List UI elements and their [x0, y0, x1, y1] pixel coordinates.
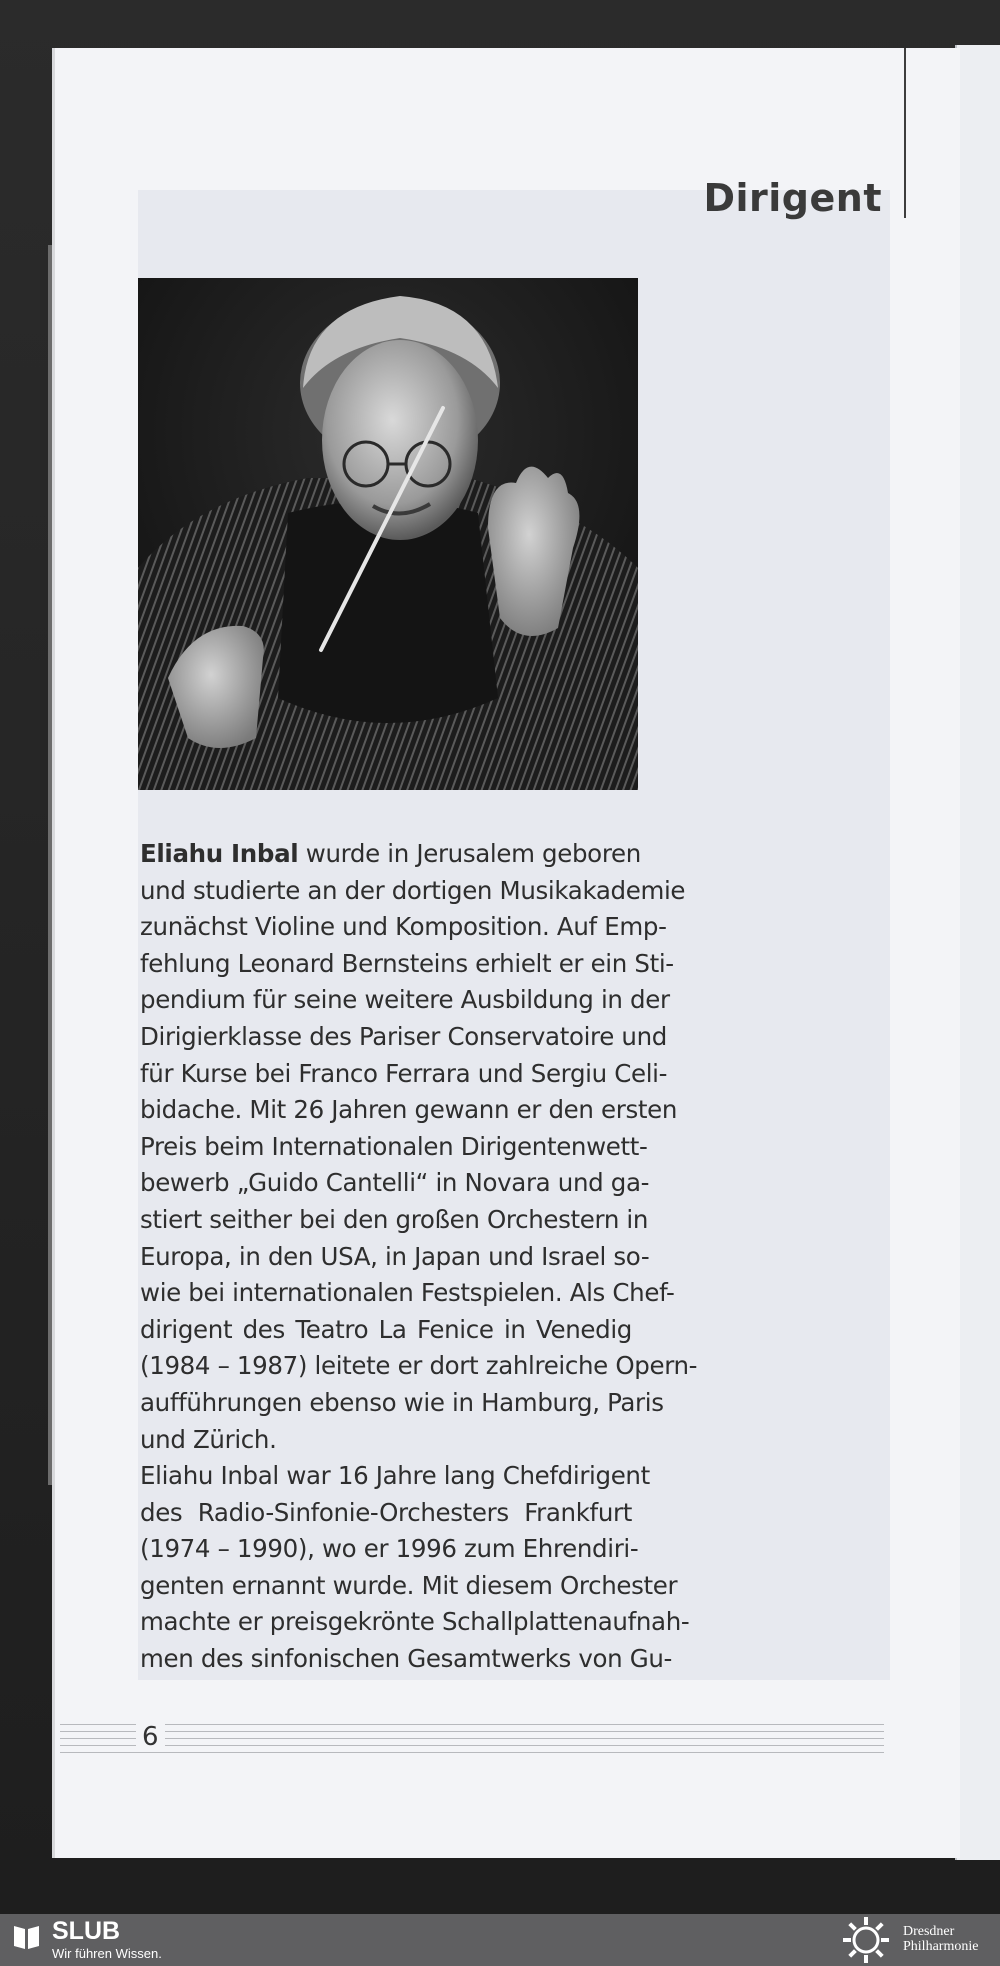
- bio-line: [140, 1604, 690, 1641]
- bio-line: [140, 1019, 667, 1056]
- partner-name-line2[interactable]: Philharmonie: [903, 1939, 979, 1954]
- slub-name[interactable]: SLUB: [52, 1917, 121, 1945]
- bio-line-text: (1984 – 1987) leitete er dort zahlreiche Opern-: [140, 1351, 698, 1381]
- bio-line: [140, 909, 667, 946]
- bio-line-text: men des sinfonischen Gesamtwerks von Gu-: [140, 1644, 673, 1674]
- slub-logo-icon: [12, 1922, 42, 1952]
- bio-line: [140, 1239, 650, 1276]
- bio-line: [140, 1165, 650, 1202]
- bio-line-text: fehlung Leonard Bernsteins erhielt er ein Sti-: [140, 948, 674, 978]
- bio-line-text: bidache. Mit 26 Jahren gewann er den ersten: [140, 1095, 678, 1125]
- bio-line-text: Preis beim Internationalen Dirigentenwett-: [140, 1131, 648, 1161]
- bio-line: [140, 1568, 678, 1605]
- slub-tagline: Wir führen Wissen.: [52, 1946, 162, 1961]
- page-heading: Dirigent: [703, 176, 882, 220]
- bio-line: [140, 1312, 632, 1349]
- bio-line: [140, 1458, 650, 1495]
- bio-line-text: und Zürich.: [140, 1424, 277, 1454]
- bio-line: [140, 1641, 673, 1678]
- bio-line-text: pendium für seine weitere Ausbildung in der: [140, 985, 670, 1015]
- dresdner-philharmonie-logo-icon: [840, 1916, 892, 1964]
- bio-line-text: stiert seither bei den großen Orchestern in: [140, 1204, 649, 1234]
- bio-line: [140, 836, 641, 873]
- bio-line-text: Eliahu Inbal war 16 Jahre lang Chefdirigent: [140, 1461, 650, 1491]
- conductor-photo: [138, 278, 638, 790]
- bio-line-text: genten ernannt wurde. Mit diesem Orchester: [140, 1570, 678, 1600]
- partner-name-line1[interactable]: Dresdner: [903, 1924, 955, 1939]
- adjacent-page-edge: [955, 45, 1000, 1860]
- bio-line-text: dirigent des Teatro La Fenice in Venedig: [140, 1314, 632, 1344]
- page-fold-line: [904, 48, 906, 218]
- bio-line-text: zunächst Violine und Komposition. Auf Emp-: [140, 912, 667, 942]
- bio-line: [140, 1348, 698, 1385]
- biography-text: [140, 836, 698, 1678]
- page-number: 6: [136, 1722, 165, 1752]
- bio-line-text: (1974 – 1990), wo er 1996 zum Ehrendiri-: [140, 1534, 639, 1564]
- bio-line: [140, 1202, 649, 1239]
- bio-line: [140, 982, 670, 1019]
- bio-line-text: aufführungen ebenso wie in Hamburg, Paris: [140, 1387, 664, 1417]
- bio-line: [140, 1495, 632, 1532]
- staff-lines: [60, 1724, 884, 1759]
- bio-line: [140, 946, 674, 983]
- bio-line-text: des Radio-Sinfonie-Orchesters Frankfurt: [140, 1497, 632, 1527]
- bio-line-text: wurde in Jerusalem geboren: [298, 839, 641, 868]
- conductor-photo-image: [138, 278, 638, 790]
- bio-line-text: Dirigierklasse des Pariser Conservatoire und: [140, 1021, 667, 1051]
- bio-line: [140, 873, 686, 910]
- bio-line: [140, 1275, 675, 1312]
- bio-line: [140, 1129, 648, 1166]
- bio-line: [140, 1531, 639, 1568]
- bio-line-text: machte er preisgekrönte Schallplattenaufnah-: [140, 1607, 690, 1637]
- bio-line: [140, 1056, 668, 1093]
- bio-line: [140, 1422, 632, 1459]
- bio-line-text: für Kurse bei Franco Ferrara und Sergiu Celi-: [140, 1058, 668, 1088]
- bio-line-text: und studierte an der dortigen Musikakademie: [140, 875, 686, 905]
- bio-line: [140, 1092, 678, 1129]
- bio-line-text: bewerb „Guido Cantelli“ in Novara und ga-: [140, 1168, 650, 1198]
- bio-line-text: Europa, in den USA, in Japan und Israel so-: [140, 1241, 650, 1271]
- bio-line-text: wie bei internationalen Festspielen. Als Chef-: [140, 1278, 675, 1308]
- conductor-name: Eliahu Inbal: [140, 839, 299, 868]
- bio-line: [140, 1385, 664, 1422]
- footer-bar: [0, 1914, 1000, 1966]
